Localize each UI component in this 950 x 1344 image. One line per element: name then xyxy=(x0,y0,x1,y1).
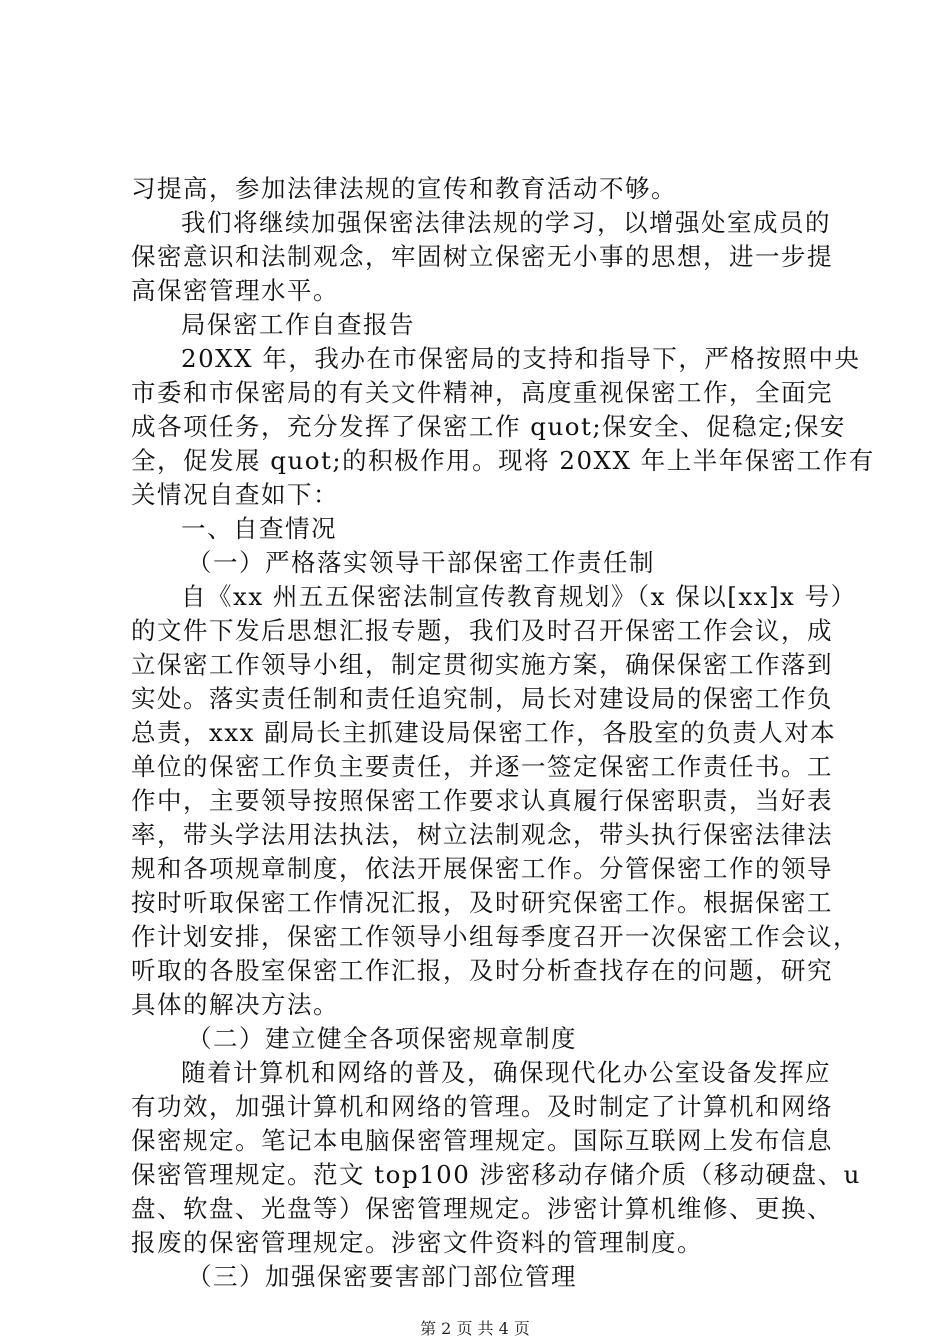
heading-2: （一）严格落实领导干部保密工作责任制 xyxy=(187,548,655,577)
text-line: 市委和市保密局的有关文件精神，高度重视保密工作，全面完 xyxy=(131,378,833,407)
text-line: 具体的解决方法。 xyxy=(131,990,339,1019)
heading-1: 一、自查情况 xyxy=(181,514,337,543)
text-line: 保密规定。笔记本电脑保密管理规定。国际互联网上发布信息 xyxy=(131,1126,833,1155)
text-line: 实处。落实责任制和责任追究制，局长对建设局的保密工作负 xyxy=(131,684,833,713)
text-line: 作中，主要领导按照保密工作要求认真履行保密职责，当好表 xyxy=(131,786,833,815)
text-line: 的文件下发后思想汇报专题，我们及时召开保密工作会议，成 xyxy=(131,616,833,645)
text-line: 单位的保密工作负主要责任，并逐一签定保密工作责任书。工 xyxy=(131,752,833,781)
text-line: 率，带头学法用法执法，树立法制观念，带头执行保密法律法 xyxy=(131,820,833,849)
text-line: 全，促发展 quot;的积极作用。现将 20XX 年上半年保密工作有 xyxy=(131,446,875,475)
text-line: 高保密管理水平。 xyxy=(131,276,339,305)
text-line: 我们将继续加强保密法律法规的学习，以增强处室成员的 xyxy=(181,208,831,237)
text-line: 保密管理规定。范文 top100 涉密移动存储介质（移动硬盘、u xyxy=(131,1160,861,1189)
text-line: 盘、软盘、光盘等）保密管理规定。涉密计算机维修、更换、 xyxy=(131,1194,833,1223)
text-line: 立保密工作领导小组，制定贯彻实施方案，确保保密工作落到 xyxy=(131,650,833,679)
text-line: 按时听取保密工作情况汇报，及时研究保密工作。根据保密工 xyxy=(131,888,833,917)
text-line: 随着计算机和网络的普及，确保现代化办公室设备发挥应 xyxy=(181,1058,831,1087)
page-footer: 第 2 页 共 4 页 xyxy=(420,1319,530,1338)
text-line: 保密意识和法制观念，牢固树立保密无小事的思想，进一步提 xyxy=(131,242,833,271)
text-line: 作计划安排，保密工作领导小组每季度召开一次保密工作会议， xyxy=(131,922,859,951)
text-line: 自《xx 州五五保密法制宣传教育规划》（x 保以[xx]x 号） xyxy=(181,582,857,611)
text-line: 听取的各股室保密工作汇报，及时分析查找存在的问题，研究 xyxy=(131,956,833,985)
text-line: 总责，xxx 副局长主抓建设局保密工作，各股室的负责人对本 xyxy=(131,718,837,747)
text-line: 关情况自查如下： xyxy=(131,480,339,509)
section-title: 局保密工作自查报告 xyxy=(181,310,415,339)
text-line: 有功效，加强计算机和网络的管理。及时制定了计算机和网络 xyxy=(131,1092,833,1121)
text-line: 报废的保密管理规定。涉密文件资料的管理制度。 xyxy=(131,1228,703,1257)
text-line: 习提高，参加法律法规的宣传和教育活动不够。 xyxy=(131,174,677,203)
text-line: 20XX 年，我办在市保密局的支持和指导下，严格按照中央 xyxy=(181,344,861,373)
text-line: 成各项任务，充分发挥了保密工作 quot;保安全、促稳定;保安 xyxy=(131,412,846,441)
heading-2: （二）建立健全各项保密规章制度 xyxy=(187,1024,577,1053)
text-line: 规和各项规章制度，依法开展保密工作。分管保密工作的领导 xyxy=(131,854,833,883)
heading-2: （三）加强保密要害部门部位管理 xyxy=(187,1262,577,1291)
